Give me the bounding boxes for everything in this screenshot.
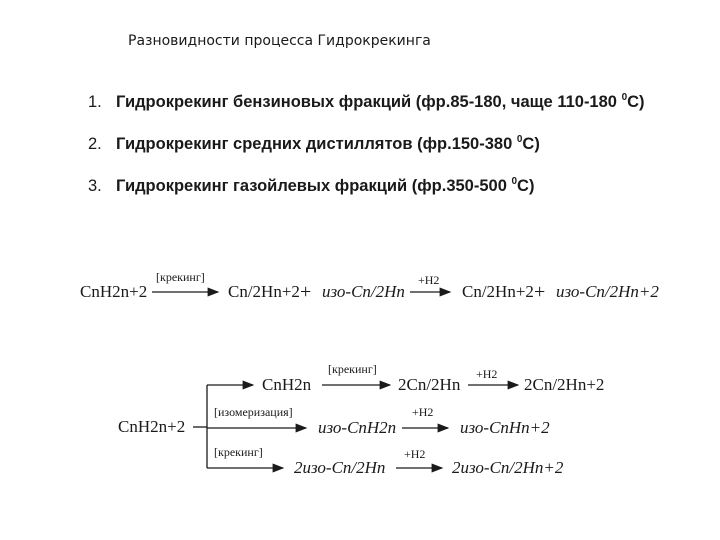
cracking-label: [крекинг] — [214, 445, 263, 459]
hydrogen-label: +H2 — [418, 273, 440, 287]
isomerization-label: [изомеризация] — [214, 405, 293, 419]
product-formula: CnH2n — [262, 375, 312, 394]
reactant-formula: CnH2n+2 — [80, 282, 148, 301]
product-formula: изо-Cn/2Hn — [322, 282, 405, 301]
cracking-label: [крекинг] — [328, 362, 377, 376]
product-formula: Cn/2Hn+2 — [462, 282, 534, 301]
product-formula: изо-Cn/2Hn+2 — [556, 282, 659, 301]
hydrogen-label: +H2 — [412, 405, 434, 419]
cracking-label: [крекинг] — [156, 270, 205, 284]
product-formula: 2Cn/2Hn — [398, 375, 461, 394]
list-item: 2. Гидрокрекинг средних дистиллятов (фр.150-380 $^0$С) — [88, 134, 540, 153]
reaction-scheme-2 — [118, 362, 604, 477]
product-formula: изо-CnH2n — [318, 418, 397, 437]
list-item: 1. Гидрокрекинг бензиновых фракций (фр.85-180, чаще 110-180 $^0$С) — [88, 92, 645, 111]
product-formula: 2изо-Cn/2Hn — [294, 458, 386, 477]
list-item: 3. Гидрокрекинг газойлевых фракций (фр.350-500 $^0$С) — [88, 176, 535, 195]
product-formula: изо-CnHn+2 — [460, 418, 550, 437]
product-formula: 2изо-Cn/2Hn+2 — [452, 458, 564, 477]
plus-sign: + — [534, 281, 546, 303]
hydrogen-label: +H2 — [476, 367, 498, 381]
product-formula: 2Cn/2Hn+2 — [524, 375, 605, 394]
slide-title: Разновидности процесса Гидрокрекинга — [128, 33, 431, 49]
reaction-scheme-1 — [80, 270, 659, 303]
reactant-formula: CnH2n+2 — [118, 417, 186, 436]
hydrogen-label: +H2 — [404, 447, 426, 461]
plus-sign: + — [300, 281, 312, 303]
product-formula: Cn/2Hn+2 — [228, 282, 300, 301]
